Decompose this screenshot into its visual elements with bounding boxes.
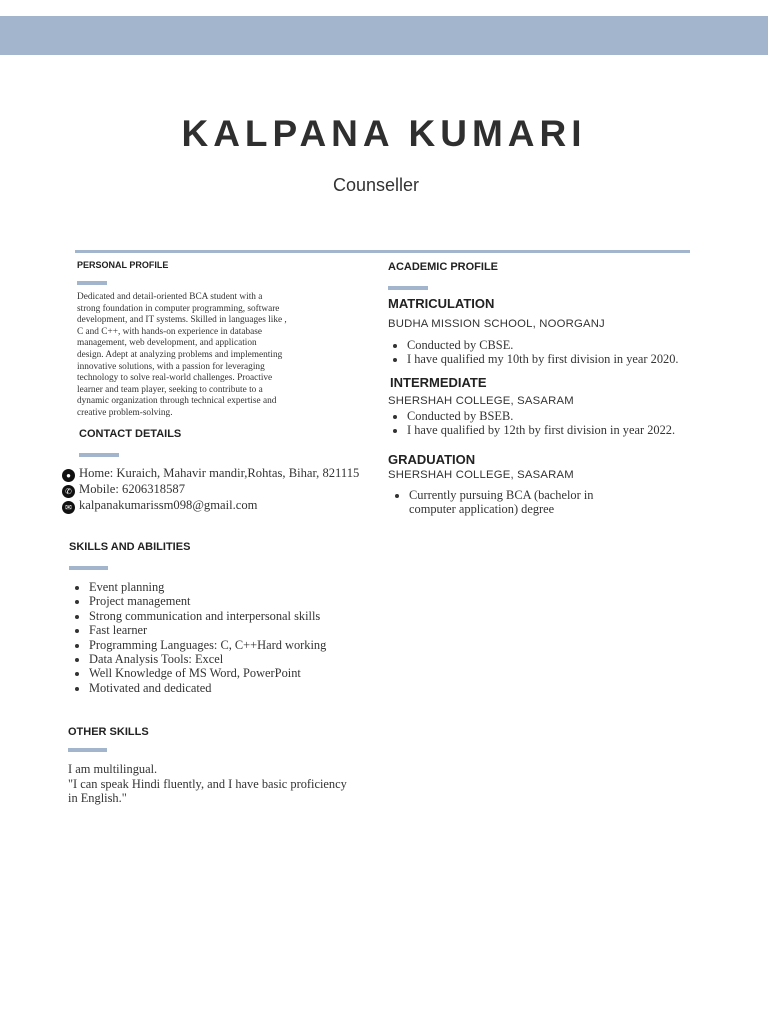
location-icon: ● [62,469,75,482]
list-item: • Data Analysis Tools: Excel [89,652,389,666]
list-item: • I have qualified by 12th by first division in year 2022. [407,423,767,437]
list-item: • Motivated and dedicated [89,681,389,695]
list-item: • I have qualified my 10th by first division in year 2020. [407,352,767,366]
accent-bar [68,748,107,752]
phone-icon: ✆ [62,485,75,498]
section-divider [75,250,690,253]
matriculation-title: MATRICULATION [388,296,495,311]
intermediate-school: SHERSHAH COLLEGE, SASARAM [388,395,574,407]
skills-list [69,580,389,695]
list-item: • Event planning [89,580,389,594]
contact-mobile: Mobile: 6206318587 [79,481,185,496]
intermediate-points [387,409,767,438]
list-item: • Fast learner [89,623,389,637]
mail-icon: ✉ [62,501,75,514]
other-skills-heading: OTHER SKILLS [68,726,149,738]
accent-bar [79,453,119,457]
intermediate-title: INTERMEDIATE [390,375,487,390]
graduation-school: SHERSHAH COLLEGE, SASARAM [388,469,574,481]
header-band [0,16,768,55]
list-item: • Programming Languages: C, C++Hard working [89,638,389,652]
candidate-name: KALPANA KUMARI [181,113,587,154]
accent-bar [69,566,108,570]
academic-heading: ACADEMIC PROFILE [388,261,498,273]
list-item: • Well Knowledge of MS Word, PowerPoint [89,666,389,680]
contact-home-row [62,465,359,481]
contact-details [62,465,359,513]
matriculation-points [387,338,767,367]
list-item: • Strong communication and interpersonal skills [89,609,389,623]
personal-profile-heading: PERSONAL PROFILE [77,260,169,270]
other-skills-text: I am multilingual. "I can speak Hindi fluently, and I have basic proficiency in English." [68,762,347,806]
contact-mobile-row [62,481,359,497]
graduation-points [389,488,669,517]
graduation-title: GRADUATION [388,452,476,467]
contact-email[interactable]: kalpanakumarissm098@gmail.com [79,497,258,512]
list-item: • Conducted by BSEB. [407,409,767,423]
list-item: • Currently pursuing BCA (bachelor in computer application) degree [409,488,669,517]
matriculation-school: BUDHA MISSION SCHOOL, NOORGANJ [388,318,605,330]
contact-home: Home: Kuraich, Mahavir mandir,Rohtas, Bihar, 821115 [79,465,360,480]
candidate-role: Counseller [332,175,420,195]
contact-email-row [62,497,359,513]
accent-bar [77,281,107,285]
accent-bar [388,286,428,290]
list-item: • Conducted by CBSE. [407,338,767,352]
skills-heading: SKILLS AND ABILITIES [69,541,191,553]
list-item: • Project management [89,594,389,608]
contact-heading: CONTACT DETAILS [79,428,182,440]
personal-profile-text: Dedicated and detail-oriented BCA student with a strong foundation in computer programming, software development, and IT systems. Skilled in languages like , C and C++, with hands-on experience in database management, web development, and application design. Adept at analyzing problems and implementing innovative solutions, with a passion for leveraging technology to solve real-world challenges. Proactive learner and team player, seeking to contribute to a dynamic organization through technical expertise and creative problem-solving. [77,292,287,418]
